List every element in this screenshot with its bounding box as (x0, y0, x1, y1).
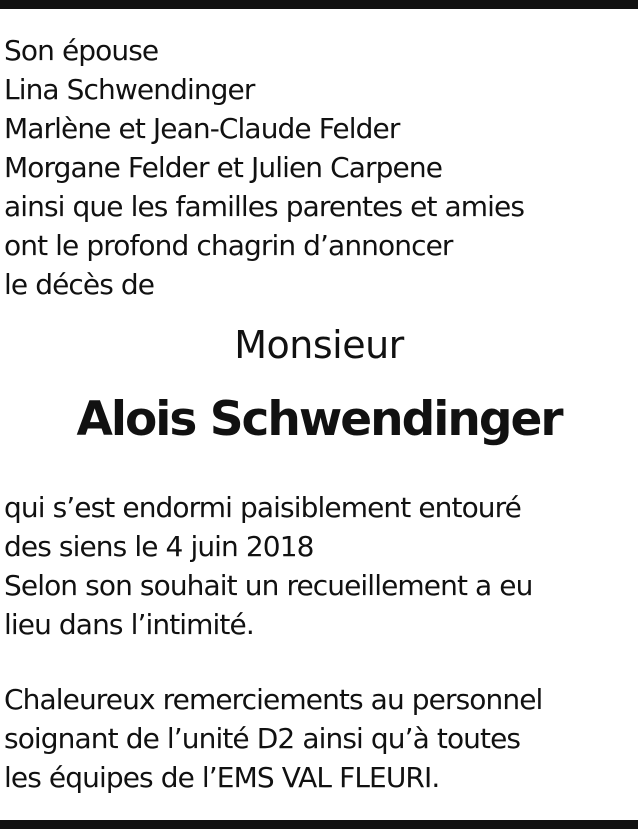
mourner-line: le décès de (4, 268, 155, 301)
body-line: des siens le 4 juin 2018 (4, 530, 314, 563)
mourner-line: ont le profond chagrin d’annoncer (4, 229, 453, 262)
mourner-line: Lina Schwendinger (4, 73, 255, 106)
mourner-line: ainsi que les familles parentes et amies (4, 190, 525, 223)
thanks-line: les équipes de l’EMS VAL FLEURI. (4, 761, 440, 794)
deceased-name: Alois Schwendinger (76, 392, 562, 447)
thanks-block (4, 680, 542, 797)
top-border-bar (0, 0, 638, 9)
body-line: Selon son souhait un recueillement a eu (4, 569, 533, 602)
thanks-line: soignant de l’unité D2 ainsi qu’à toutes (4, 722, 521, 755)
announcement-body (4, 488, 532, 644)
mourner-line: Marlène et Jean-Claude Felder (4, 112, 400, 145)
thanks-line: Chaleureux remerciements au personnel (4, 683, 543, 716)
body-line: qui s’est endormi paisiblement entouré (4, 491, 521, 524)
mourner-line: Morgane Felder et Julien Carpene (4, 151, 443, 184)
bottom-border-bar (0, 820, 638, 829)
honorific: Monsieur (234, 323, 404, 367)
body-line: lieu dans l’intimité. (4, 608, 254, 641)
mourners-block (4, 31, 524, 304)
mourner-line: Son épouse (4, 34, 159, 67)
